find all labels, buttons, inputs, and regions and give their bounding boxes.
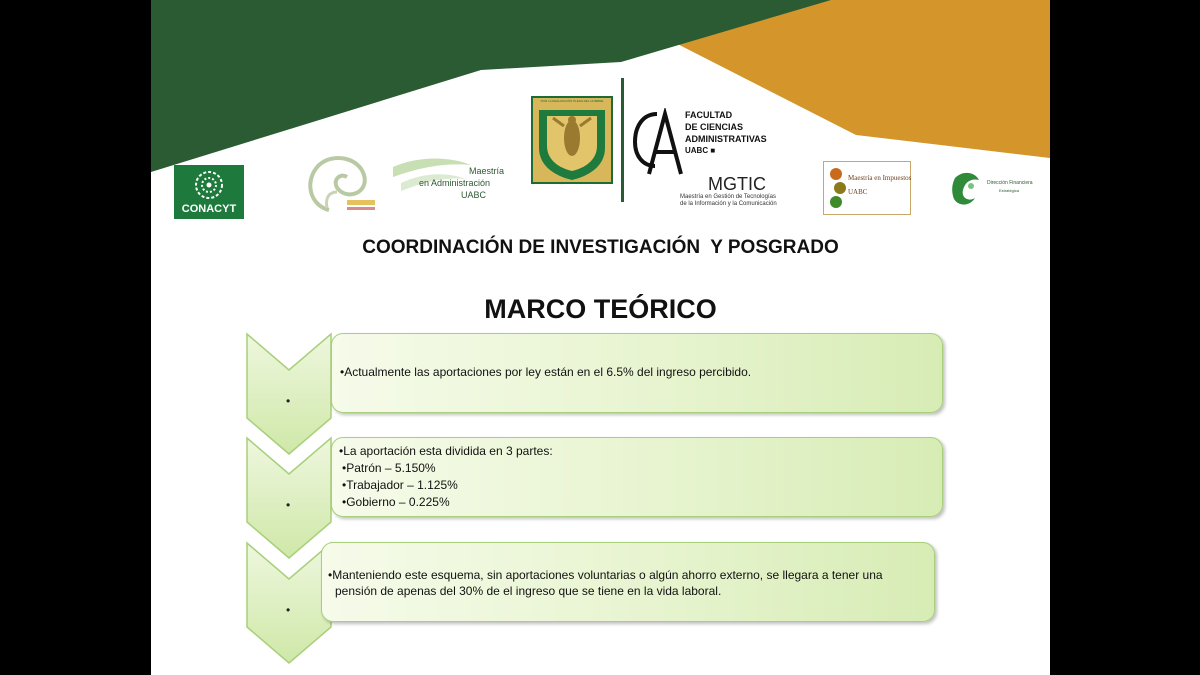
direccion-line1: Dirección Financiera — [987, 180, 1033, 186]
spiral-logo — [299, 150, 384, 220]
box2-line1: •La aportación esta dividida en 3 partes: — [339, 444, 553, 458]
maestria-administracion-logo — [391, 155, 506, 205]
fca-line2: DE CIENCIAS — [685, 122, 744, 132]
mgtic-title: MGTIC — [708, 174, 766, 194]
box2-line4: •Gobierno – 0.225% — [342, 495, 450, 509]
fca-line3: ADMINISTRATIVAS — [685, 134, 767, 144]
content-box-1 — [331, 333, 943, 413]
impuestos-line2: UABC — [848, 188, 868, 196]
conacyt-label: CONACYT — [181, 203, 237, 215]
logo-divider — [621, 78, 624, 202]
chevron-bullet-1: • — [286, 394, 291, 408]
coordination-heading: COORDINACIÓN DE INVESTIGACIÓN Y POSGRADO — [362, 237, 839, 258]
uabc-seal-icon — [531, 96, 613, 184]
colored-dots-icon — [826, 164, 850, 214]
slide-title: MARCO TEÓRICO — [484, 294, 717, 324]
fca-logo — [629, 108, 789, 180]
green-figure-icon — [949, 168, 985, 210]
mgtic-logo — [676, 174, 791, 210]
slide — [151, 0, 1050, 675]
fca-line1: FACULTAD — [685, 110, 733, 120]
box3-line1: •Manteniendo este esquema, sin aportaciones voluntarias o algún ahorro externo, se llegara a tener una — [328, 568, 883, 582]
maestria-admin-line2: en Administración — [419, 178, 491, 188]
box2-line3: •Trabajador – 1.125% — [342, 478, 458, 492]
conacyt-logo — [174, 165, 244, 219]
mgtic-subtitle-1: Maestría en Gestión de Tecnologías — [680, 194, 776, 200]
uabc-seal-motto: POR LA REALIZACIÓN PLENA DEL HOMBRE — [540, 99, 604, 103]
maestria-admin-line1: Maestría — [469, 166, 505, 176]
mgtic-subtitle-2: de la Información y la Comunicación — [680, 201, 777, 207]
maestria-impuestos-logo — [823, 161, 911, 215]
impuestos-line1: Maestría en Impuestos — [848, 174, 912, 182]
chevron-bullet-3: • — [286, 603, 291, 617]
box2-line2: •Patrón – 5.150% — [342, 461, 436, 475]
direccion-line2: Estratégica — [999, 188, 1020, 193]
chevron-bullet-2: • — [286, 498, 291, 512]
maestria-admin-line3: UABC — [461, 190, 487, 200]
content-box-3 — [321, 542, 935, 622]
content-box-2 — [331, 437, 943, 517]
box3-line2: pensión de apenas del 30% de el ingreso que se tiene en la vida laboral. — [335, 584, 722, 598]
uabc-seal-logo — [531, 96, 613, 184]
box1-line1: •Actualmente las aportaciones por ley están en el 6.5% del ingreso percibido. — [340, 365, 752, 379]
fca-line4: UABC ■ — [685, 146, 716, 155]
ca-monogram-icon — [629, 108, 687, 180]
direccion-financiera-logo — [949, 168, 1031, 210]
conacyt-emblem-icon — [174, 165, 244, 205]
